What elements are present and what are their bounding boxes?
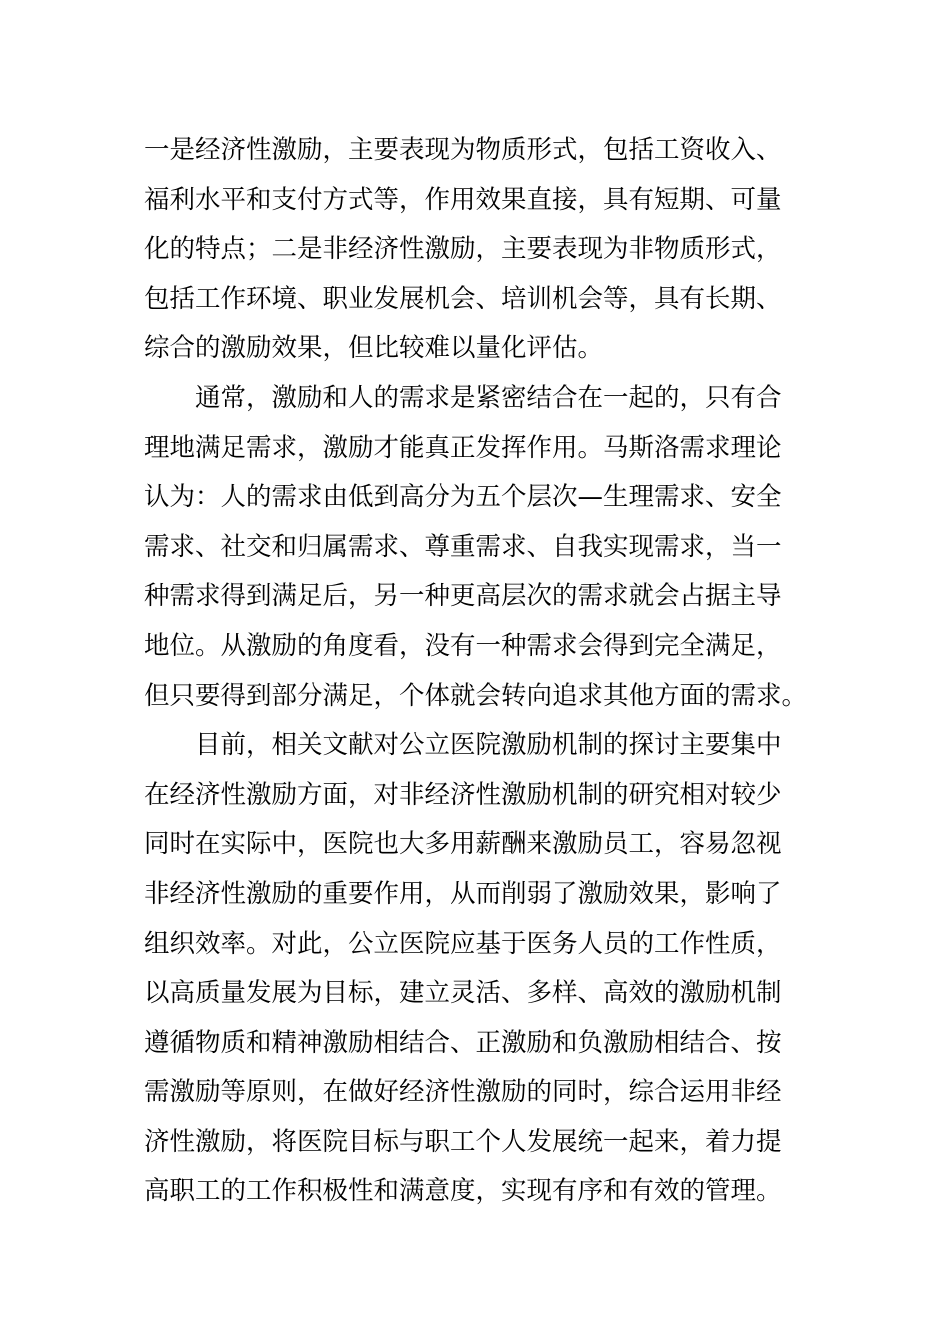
text-line: 福利水平和支付方式等，作用效果直接，具有短期、可量 — [144, 184, 782, 215]
text-line: 在经济性激励方面，对非经济性激励机制的研究相对较少 — [144, 779, 782, 810]
text-line: 需求、社交和归属需求、尊重需求、自我实现需求，当一 — [144, 531, 782, 562]
text-line: 通常，激励和人的需求是紧密结合在一起的，只有合 — [195, 382, 782, 413]
paragraph-1 — [144, 126, 808, 374]
text-line: 地位。从激励的角度看，没有一种需求会得到完全满足， — [144, 630, 782, 661]
text-line: 但只要得到部分满足，个体就会转向追求其他方面的需求。 — [144, 680, 808, 711]
document-body — [144, 126, 808, 1217]
text-line: 非经济性激励的重要作用，从而削弱了激励效果，影响了 — [144, 878, 782, 909]
text-line: 综合的激励效果，但比较难以量化评估。 — [144, 333, 604, 364]
text-line: 认为：人的需求由低到高分为五个层次—生理需求、安全 — [144, 482, 782, 513]
text-line: 化的特点；二是非经济性激励，主要表现为非物质形式， — [144, 234, 782, 265]
text-line: 种需求得到满足后，另一种更高层次的需求就会占据主导 — [144, 581, 782, 612]
text-line: 同时在实际中，医院也大多用薪酬来激励员工，容易忽视 — [144, 829, 782, 860]
text-line: 理地满足需求，激励才能真正发挥作用。马斯洛需求理论 — [144, 432, 782, 463]
text-line: 组织效率。对此，公立医院应基于医务人员的工作性质， — [144, 928, 782, 959]
text-line: 高职工的工作积极性和满意度，实现有序和有效的管理。 — [144, 1176, 782, 1207]
text-line: 需激励等原则，在做好经济性激励的同时，综合运用非经 — [144, 1077, 782, 1108]
text-line: 一是经济性激励，主要表现为物质形式，包括工资收入、 — [144, 135, 782, 165]
text-line: 遵循物质和精神激励相结合、正激励和负激励相结合、按 — [144, 1027, 782, 1058]
text-line: 以高质量发展为目标，建立灵活、多样、高效的激励机制 — [144, 978, 782, 1009]
text-line: 目前，相关文献对公立医院激励机制的探讨主要集中 — [195, 730, 782, 761]
paragraph-3 — [144, 721, 808, 1217]
text-line: 济性激励，将医院目标与职工个人发展统一起来，着力提 — [144, 1126, 782, 1157]
paragraph-2 — [144, 374, 808, 721]
text-line: 包括工作环境、职业发展机会、培训机会等，具有长期、 — [144, 283, 782, 314]
